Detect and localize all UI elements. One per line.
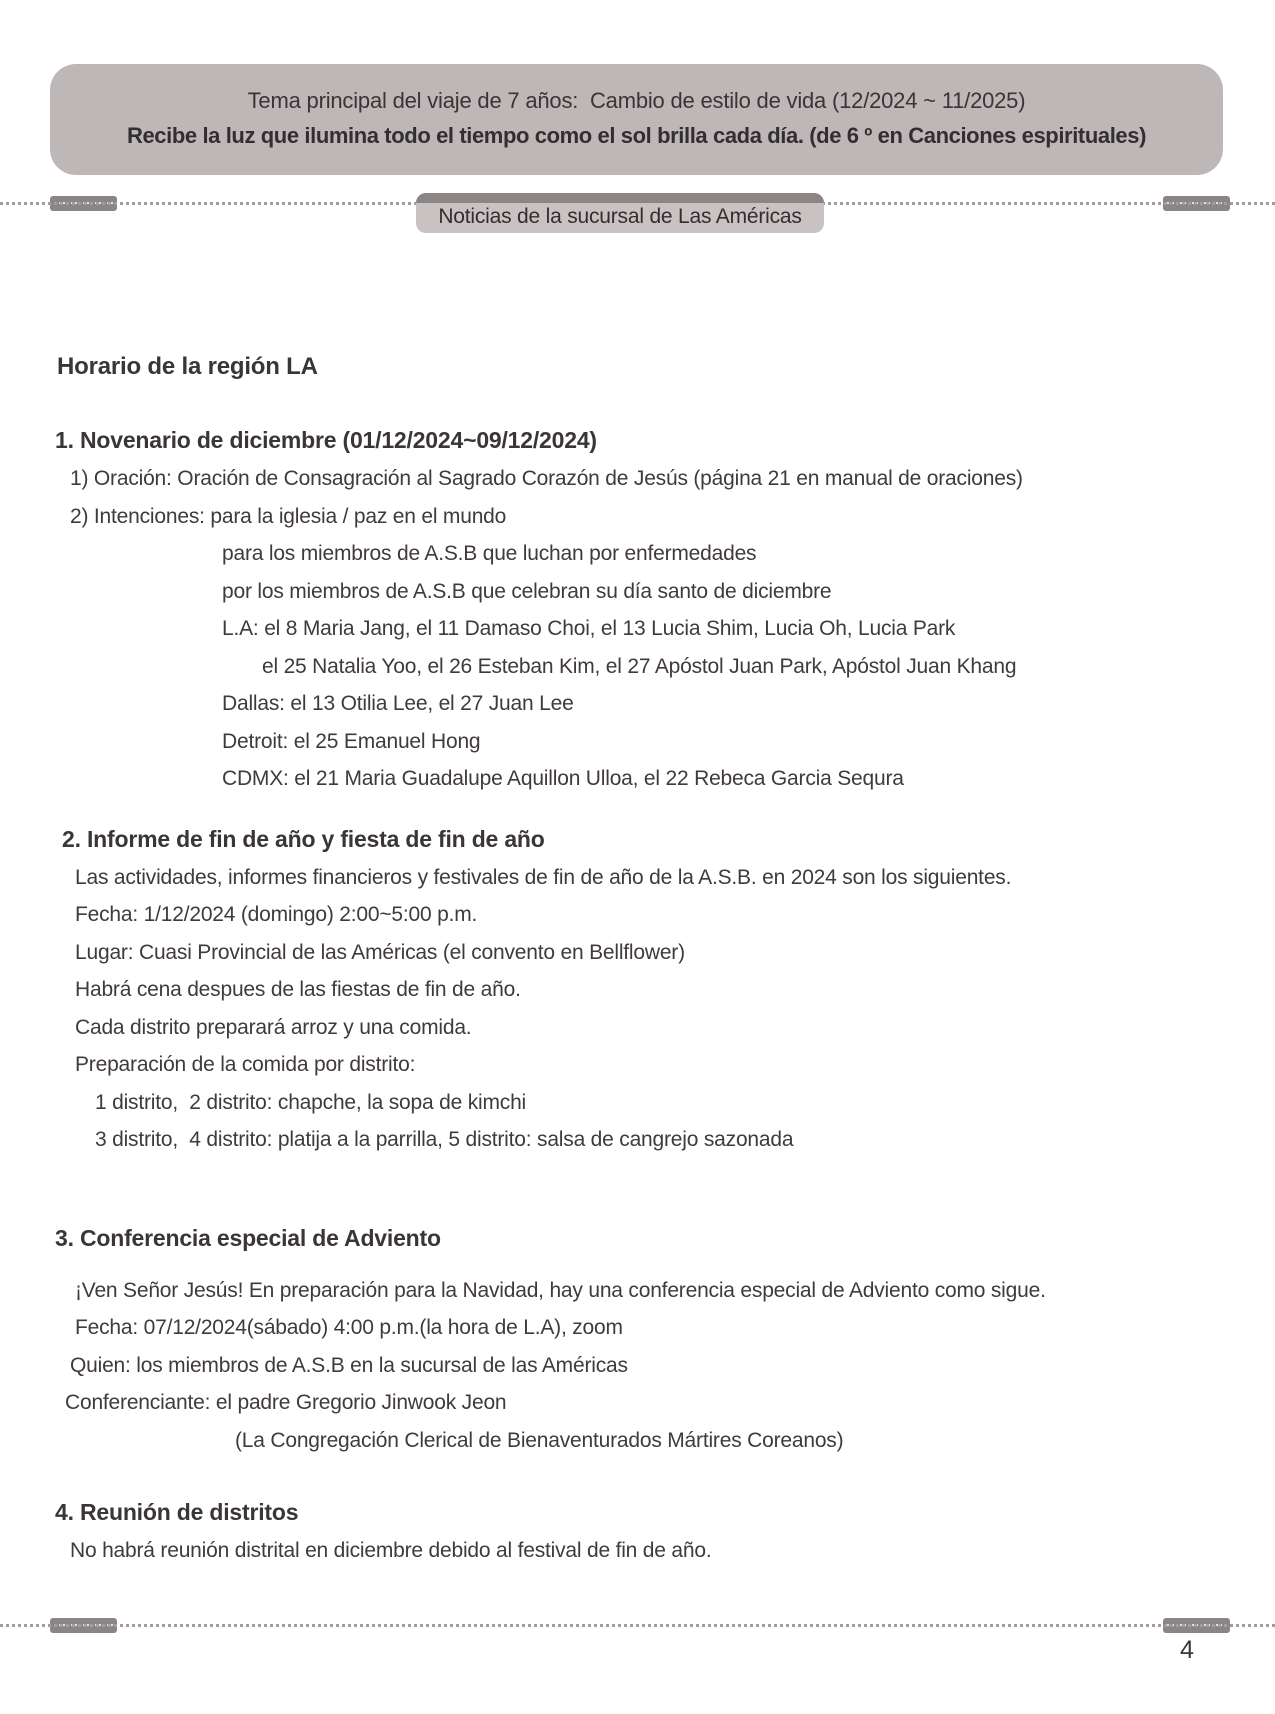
body-line: (La Congregación Clerical de Bienaventurados Mártires Coreanos) — [235, 1428, 844, 1452]
body-line: CDMX: el 21 Maria Guadalupe Aquillon Ulloa, el 22 Rebeca Garcia Sequra — [222, 767, 904, 790]
body-line: por los miembros de A.S.B que celebran su día santo de diciembre — [222, 579, 832, 603]
body-line: Fecha: 1/12/2024 (domingo) 2:00~5:00 p.m. — [75, 903, 478, 926]
body-line: el 25 Natalia Yoo, el 26 Esteban Kim, el 27 Apóstol Juan Park, Apóstol Juan Khang — [262, 654, 1017, 678]
body-line: Habrá cena despues de las fiestas de fin de año. — [75, 978, 521, 1001]
body-line: ¡Ven Señor Jesús! En preparación para la Navidad, hay una conferencia especial de Adviento como sigue. — [75, 1278, 1046, 1302]
banner-top-band — [416, 193, 824, 203]
section-novenario — [0, 427, 1275, 798]
body-line: L.A: el 8 Maria Jang, el 11 Damaso Choi, el 13 Lucia Shim, Lucia Oh, Lucia Park — [222, 617, 956, 640]
banner-label: Noticias de la sucursal de Las Américas — [438, 205, 802, 228]
body-line: 1) Oración: Oración de Consagración al Sagrado Corazón de Jesús (página 21 en manual de oraciones) — [70, 467, 1023, 490]
body-line: 2) Intenciones: para la iglesia / paz en el mundo — [70, 504, 507, 528]
footer-dotted-line — [0, 1624, 1275, 1627]
body-line: 3 distrito, 4 distrito: platija a la parrilla, 5 distrito: salsa de cangrejo sazonada — [95, 1128, 794, 1151]
body-line: Las actividades, informes financieros y festivales de fin de año de la A.S.B. en 2024 son los siguientes. — [75, 865, 1012, 889]
section-heading: 1. Novenario de diciembre (01/12/2024~09/12/2024) — [55, 427, 597, 453]
section-heading: 4. Reunión de distritos — [55, 1499, 299, 1525]
body-line: para los miembros de A.S.B que luchan por enfermedades — [222, 542, 757, 565]
section-conferencia-adviento — [0, 1225, 1275, 1460]
section-heading: 2. Informe de fin de año y fiesta de fin de año — [62, 825, 545, 852]
theme-line-1: Tema principal del viaje de 7 años: Cambio de estilo de vida (12/2024 ~ 11/2025) — [247, 88, 1026, 113]
body-line: Cada distrito preparará arroz y una comida. — [75, 1015, 472, 1039]
theme-line-2: Recibe la luz que ilumina todo el tiempo como el sol brilla cada día. (de 6 º en Canciones espirituales) — [126, 123, 1147, 148]
section-heading: 3. Conferencia especial de Adviento — [55, 1224, 441, 1251]
body-line: Lugar: Cuasi Provincial de las Américas (el convento en Bellflower) — [75, 940, 685, 964]
section-reunion-distritos — [0, 1499, 1275, 1570]
section-informe-fin-de-ano — [0, 826, 1275, 1159]
body-line: No habrá reunión distrital en diciembre debido al festival de fin de año. — [70, 1539, 712, 1562]
section-divider — [0, 193, 1275, 243]
region-schedule-title: Horario de la región LA — [57, 353, 318, 380]
branch-news-banner — [416, 193, 824, 233]
body-line: Preparación de la comida por distrito: — [75, 1053, 416, 1076]
page-number: 4 — [1180, 1636, 1194, 1664]
body-line: Dallas: el 13 Otilia Lee, el 27 Juan Lee — [222, 692, 574, 715]
body-line: Quien: los miembros de A.S.B en la sucursal de las Américas — [70, 1353, 628, 1377]
footer-divider — [0, 1615, 1275, 1637]
body-line: Conferenciante: el padre Gregorio Jinwook Jeon — [65, 1391, 507, 1414]
body-line: Fecha: 07/12/2024(sábado) 4:00 p.m.(la hora de L.A), zoom — [75, 1316, 623, 1339]
body-line: Detroit: el 25 Emanuel Hong — [222, 729, 481, 753]
theme-box — [50, 64, 1223, 175]
body-line: 1 distrito, 2 distrito: chapche, la sopa de kimchi — [95, 1090, 527, 1114]
